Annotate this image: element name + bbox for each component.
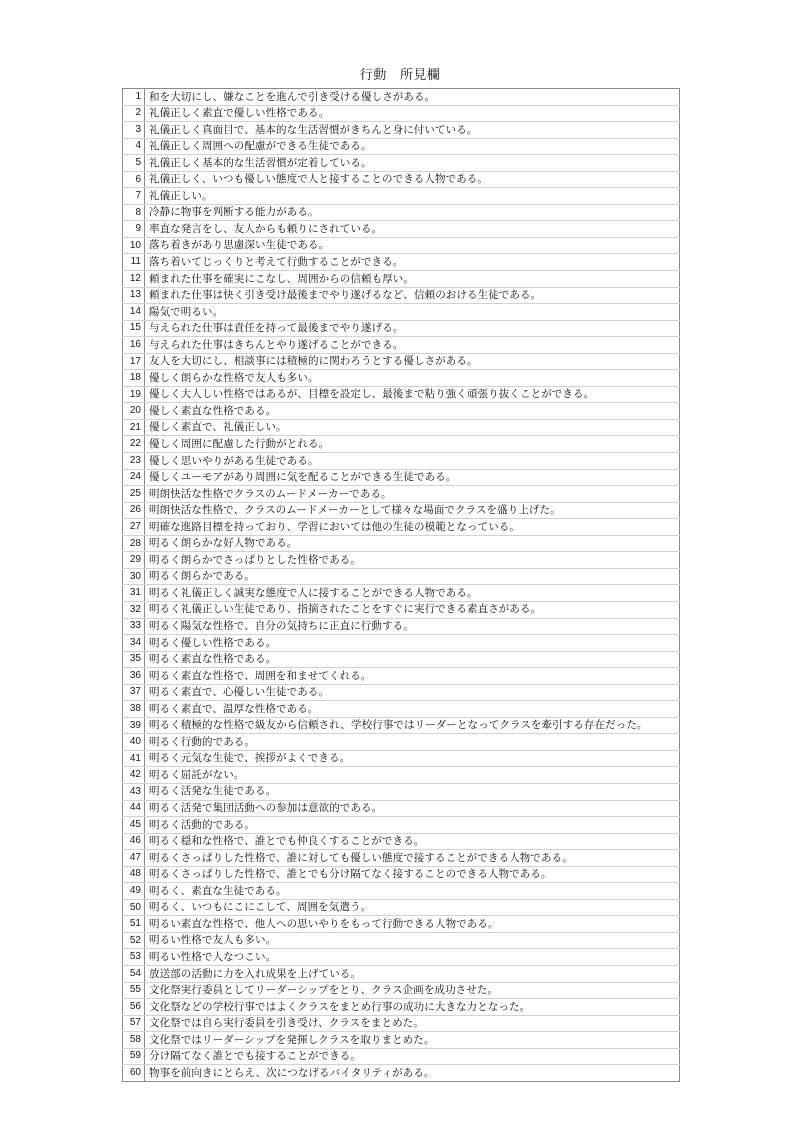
table-row[interactable] <box>123 486 680 503</box>
comment-text-cell[interactable]: 明るく優しい性格である。 <box>145 635 680 652</box>
table-row[interactable] <box>123 701 680 718</box>
row-number-cell: 39 <box>123 717 145 734</box>
table-row[interactable] <box>123 750 680 767</box>
comment-text-cell[interactable]: 明るく元気な生徒で、挨拶がよくできる。 <box>145 750 680 767</box>
comment-text-cell[interactable]: 優しくユーモアがあり周囲に気を配ることができる生徒である。 <box>145 469 680 486</box>
table-row[interactable] <box>123 684 680 701</box>
row-number-cell: 23 <box>123 453 145 470</box>
table-row[interactable] <box>123 519 680 536</box>
table-row[interactable] <box>123 386 680 403</box>
comment-text-cell[interactable]: 礼儀正しく周囲への配慮ができる生徒である。 <box>145 138 680 155</box>
table-row[interactable] <box>123 436 680 453</box>
table-row[interactable] <box>123 949 680 966</box>
comment-text-cell[interactable]: 明るく陽気な性格で、自分の気持ちに正直に行動する。 <box>145 618 680 635</box>
row-number-cell: 51 <box>123 916 145 933</box>
row-number-cell: 16 <box>123 337 145 354</box>
comment-text-cell[interactable]: 与えられた仕事は責任を持って最後までやり遂げる。 <box>145 320 680 337</box>
table-row[interactable] <box>123 585 680 602</box>
row-number-cell: 9 <box>123 221 145 238</box>
page-title: 行動 所見欄 <box>359 67 441 82</box>
table-row[interactable] <box>123 767 680 784</box>
comment-text-cell[interactable]: 明るく朗らかな好人物である。 <box>145 535 680 552</box>
row-number-cell: 46 <box>123 833 145 850</box>
row-number-cell: 11 <box>123 254 145 271</box>
comment-text-cell[interactable]: 明るくさっぱりした性格で、誰に対しても優しい態度で接することができる人物である。 <box>145 850 680 867</box>
table-row[interactable] <box>123 982 680 999</box>
row-number-cell: 1 <box>123 89 145 106</box>
table-row[interactable] <box>123 237 680 254</box>
comment-text-cell[interactable]: 明るく素直な性格である。 <box>145 651 680 668</box>
comment-text-cell[interactable]: 文化祭などの学校行事ではよくクラスをまとめ行事の成功に大きな力となった。 <box>145 999 680 1016</box>
row-number-cell: 36 <box>123 668 145 685</box>
comment-text-cell[interactable]: 明るい性格で人なつこい。 <box>145 949 680 966</box>
comment-text-cell[interactable]: 明るい素直な性格で、他人への思いやりをもって行動できる人物である。 <box>145 916 680 933</box>
row-number-cell: 26 <box>123 502 145 519</box>
table-row[interactable] <box>123 899 680 916</box>
comment-text-cell[interactable]: 明るくさっぱりした性格で、誰とでも分け隔てなく接することのできる人物である。 <box>145 866 680 883</box>
table-row[interactable] <box>123 370 680 387</box>
row-number-cell: 17 <box>123 353 145 370</box>
table-row[interactable] <box>123 271 680 288</box>
comment-text-cell[interactable]: 明るく行動的である。 <box>145 734 680 751</box>
comment-text-cell[interactable]: 文化祭では自ら実行委員を引き受け、クラスをまとめた。 <box>145 1015 680 1032</box>
row-number-cell: 47 <box>123 850 145 867</box>
row-number-cell: 14 <box>123 304 145 321</box>
row-number-cell: 37 <box>123 684 145 701</box>
comment-text-cell[interactable]: 明るく礼儀正しい生徒であり、指摘されたことをすぐに実行できる素直さがある。 <box>145 601 680 618</box>
table-row[interactable] <box>123 89 680 106</box>
row-number-cell: 42 <box>123 767 145 784</box>
table-row[interactable] <box>123 734 680 751</box>
row-number-cell: 7 <box>123 188 145 205</box>
row-number-cell: 8 <box>123 204 145 221</box>
table-row[interactable] <box>123 833 680 850</box>
table-row[interactable] <box>123 155 680 172</box>
row-number-cell: 3 <box>123 122 145 139</box>
comment-text-cell[interactable]: 優しく朗らかな性格で友人も多い。 <box>145 370 680 387</box>
comment-text-cell[interactable]: 優しく大人しい性格ではあるが、目標を設定し、最後まで粘り強く頑張り抜くことができる。 <box>145 386 680 403</box>
comment-text-cell[interactable]: 落ち着きがあり思慮深い生徒である。 <box>145 237 680 254</box>
row-number-cell: 45 <box>123 817 145 834</box>
table-row[interactable] <box>123 287 680 304</box>
comment-text-cell[interactable]: 率直な発言をし、友人からも頼りにされている。 <box>145 221 680 238</box>
row-number-cell: 35 <box>123 651 145 668</box>
comment-text-cell[interactable]: 明朗快活な性格で、クラスのムードメーカーとして様々な場面でクラスを盛り上げた。 <box>145 502 680 519</box>
row-number-cell: 25 <box>123 486 145 503</box>
table-row[interactable] <box>123 618 680 635</box>
comment-text-cell[interactable]: 明るく活発な生徒である。 <box>145 783 680 800</box>
comments-table <box>122 88 680 1082</box>
row-number-cell: 6 <box>123 171 145 188</box>
table-row[interactable] <box>123 932 680 949</box>
row-number-cell: 55 <box>123 982 145 999</box>
row-number-cell: 31 <box>123 585 145 602</box>
table-row[interactable] <box>123 403 680 420</box>
comment-text-cell[interactable]: 明朗快活な性格でクラスのムードメーカーである。 <box>145 486 680 503</box>
table-row[interactable] <box>123 601 680 618</box>
comment-text-cell[interactable]: 優しく周囲に配慮した行動がとれる。 <box>145 436 680 453</box>
table-row[interactable] <box>123 188 680 205</box>
comment-text-cell[interactable]: 頼まれた仕事を確実にこなし、周囲からの信頼も厚い。 <box>145 271 680 288</box>
table-row[interactable] <box>123 254 680 271</box>
row-number-cell: 59 <box>123 1048 145 1065</box>
comments-table-body <box>123 89 680 1082</box>
row-number-cell: 32 <box>123 601 145 618</box>
table-row[interactable] <box>123 337 680 354</box>
comment-text-cell[interactable]: 文化祭ではリーダーシップを発揮しクラスを取りまとめた。 <box>145 1032 680 1049</box>
comment-text-cell[interactable]: 明るく素直な性格で、周囲を和ませてくれる。 <box>145 668 680 685</box>
row-number-cell: 33 <box>123 618 145 635</box>
comment-text-cell[interactable]: 礼儀正しい。 <box>145 188 680 205</box>
comment-text-cell[interactable]: 優しく思いやりがある生徒である。 <box>145 453 680 470</box>
table-row[interactable] <box>123 866 680 883</box>
row-number-cell: 18 <box>123 370 145 387</box>
table-row[interactable] <box>123 138 680 155</box>
row-number-cell: 34 <box>123 635 145 652</box>
comment-text-cell[interactable]: 明るく朗らかでさっぱりとした性格である。 <box>145 552 680 569</box>
comment-text-cell[interactable]: 物事を前向きにとらえ、次につなげるバイタリティがある。 <box>145 1065 680 1082</box>
row-number-cell: 22 <box>123 436 145 453</box>
row-number-cell: 27 <box>123 519 145 536</box>
table-row[interactable] <box>123 668 680 685</box>
table-row[interactable] <box>123 1015 680 1032</box>
row-number-cell: 38 <box>123 701 145 718</box>
table-row[interactable] <box>123 453 680 470</box>
row-number-cell: 40 <box>123 734 145 751</box>
row-number-cell: 41 <box>123 750 145 767</box>
table-row[interactable] <box>123 651 680 668</box>
row-number-cell: 56 <box>123 999 145 1016</box>
comment-text-cell[interactable]: 友人を大切にし、相談事には積極的に関わろうとする優しさがある。 <box>145 353 680 370</box>
row-number-cell: 43 <box>123 783 145 800</box>
comment-text-cell[interactable]: 分け隔てなく誰とでも接することができる。 <box>145 1048 680 1065</box>
comment-text-cell[interactable]: 明るく積極的な性格で級友から信頼され、学校行事ではリーダーとなってクラスを牽引する存在だった。 <box>145 717 680 734</box>
table-row[interactable] <box>123 635 680 652</box>
row-number-cell: 57 <box>123 1015 145 1032</box>
comment-text-cell[interactable]: 頼まれた仕事は快く引き受け最後までやり遂げるなど、信頼のおける生徒である。 <box>145 287 680 304</box>
comment-text-cell[interactable]: 明るく、いつもにこにこして、周囲を気遣う。 <box>145 899 680 916</box>
row-number-cell: 28 <box>123 535 145 552</box>
row-number-cell: 5 <box>123 155 145 172</box>
table-row[interactable] <box>123 1048 680 1065</box>
row-number-cell: 2 <box>123 105 145 122</box>
table-row[interactable] <box>123 568 680 585</box>
row-number-cell: 44 <box>123 800 145 817</box>
table-row[interactable] <box>123 502 680 519</box>
table-row[interactable] <box>123 552 680 569</box>
comment-text-cell[interactable]: 落ち着いてじっくりと考えて行動することができる。 <box>145 254 680 271</box>
row-number-cell: 60 <box>123 1065 145 1082</box>
comment-text-cell[interactable]: 与えられた仕事はきちんとやり遂げることができる。 <box>145 337 680 354</box>
table-row[interactable] <box>123 204 680 221</box>
table-row[interactable] <box>123 817 680 834</box>
comments-table-container <box>122 88 679 1082</box>
comment-text-cell[interactable]: 優しく素直な性格である。 <box>145 403 680 420</box>
comment-text-cell[interactable]: 和を大切にし、嫌なことを進んで引き受ける優しさがある。 <box>145 89 680 106</box>
table-row[interactable] <box>123 221 680 238</box>
comment-text-cell[interactable]: 明るく素直で、心優しい生徒である。 <box>145 684 680 701</box>
comment-text-cell[interactable]: 優しく素直で、礼儀正しい。 <box>145 419 680 436</box>
row-number-cell: 10 <box>123 237 145 254</box>
comment-text-cell[interactable]: 礼儀正しく真面目で、基本的な生活習慣がきちんと身に付いている。 <box>145 122 680 139</box>
comment-text-cell[interactable]: 明確な進路目標を持っており、学習においては他の生徒の模範となっている。 <box>145 519 680 536</box>
row-number-cell: 19 <box>123 386 145 403</box>
comment-text-cell[interactable]: 礼儀正しく、いつも優しい態度で人と接することのできる人物である。 <box>145 171 680 188</box>
row-number-cell: 29 <box>123 552 145 569</box>
table-row[interactable] <box>123 419 680 436</box>
row-number-cell: 30 <box>123 568 145 585</box>
table-row[interactable] <box>123 999 680 1016</box>
table-row[interactable] <box>123 1065 680 1082</box>
comment-text-cell[interactable]: 明るく朗らかである。 <box>145 568 680 585</box>
row-number-cell: 50 <box>123 899 145 916</box>
comment-text-cell[interactable]: 陽気で明るい。 <box>145 304 680 321</box>
comment-text-cell[interactable]: 明るい性格で友人も多い。 <box>145 932 680 949</box>
comment-text-cell[interactable]: 礼儀正しく素直で優しい性格である。 <box>145 105 680 122</box>
row-number-cell: 20 <box>123 403 145 420</box>
table-row[interactable] <box>123 800 680 817</box>
comment-text-cell[interactable]: 明るく活発で集団活動への参加は意欲的である。 <box>145 800 680 817</box>
table-row[interactable] <box>123 122 680 139</box>
table-row[interactable] <box>123 1032 680 1049</box>
row-number-cell: 12 <box>123 271 145 288</box>
comment-text-cell[interactable]: 明るく活動的である。 <box>145 817 680 834</box>
comment-text-cell[interactable]: 明るく礼儀正しく誠実な態度で人に接することができる人物である。 <box>145 585 680 602</box>
row-number-cell: 49 <box>123 883 145 900</box>
row-number-cell: 4 <box>123 138 145 155</box>
row-number-cell: 58 <box>123 1032 145 1049</box>
comment-text-cell[interactable]: 文化祭実行委員としてリーダーシップをとり、クラス企画を成功させた。 <box>145 982 680 999</box>
table-row[interactable] <box>123 883 680 900</box>
row-number-cell: 52 <box>123 932 145 949</box>
comment-text-cell[interactable]: 明るく穏和な性格で、誰とでも仲良くすることができる。 <box>145 833 680 850</box>
row-number-cell: 24 <box>123 469 145 486</box>
table-row[interactable] <box>123 320 680 337</box>
row-number-cell: 13 <box>123 287 145 304</box>
comment-text-cell[interactable]: 放送部の活動に力を入れ成果を上げている。 <box>145 965 680 982</box>
comment-text-cell[interactable]: 礼儀正しく基本的な生活習慣が定着している。 <box>145 155 680 172</box>
comment-text-cell[interactable]: 冷静に物事を判断する能力がある。 <box>145 204 680 221</box>
table-row[interactable] <box>123 304 680 321</box>
comment-text-cell[interactable]: 明るく素直で、温厚な性格である。 <box>145 701 680 718</box>
table-row[interactable] <box>123 783 680 800</box>
table-row[interactable] <box>123 171 680 188</box>
table-row[interactable] <box>123 469 680 486</box>
table-row[interactable] <box>123 105 680 122</box>
row-number-cell: 21 <box>123 419 145 436</box>
table-row[interactable] <box>123 965 680 982</box>
comment-text-cell[interactable]: 明るく、素直な生徒である。 <box>145 883 680 900</box>
table-row[interactable] <box>123 916 680 933</box>
row-number-cell: 54 <box>123 965 145 982</box>
table-row[interactable] <box>123 535 680 552</box>
table-row[interactable] <box>123 353 680 370</box>
row-number-cell: 15 <box>123 320 145 337</box>
row-number-cell: 48 <box>123 866 145 883</box>
comment-text-cell[interactable]: 明るく屈託がない。 <box>145 767 680 784</box>
table-row[interactable] <box>123 850 680 867</box>
table-row[interactable] <box>123 717 680 734</box>
row-number-cell: 53 <box>123 949 145 966</box>
